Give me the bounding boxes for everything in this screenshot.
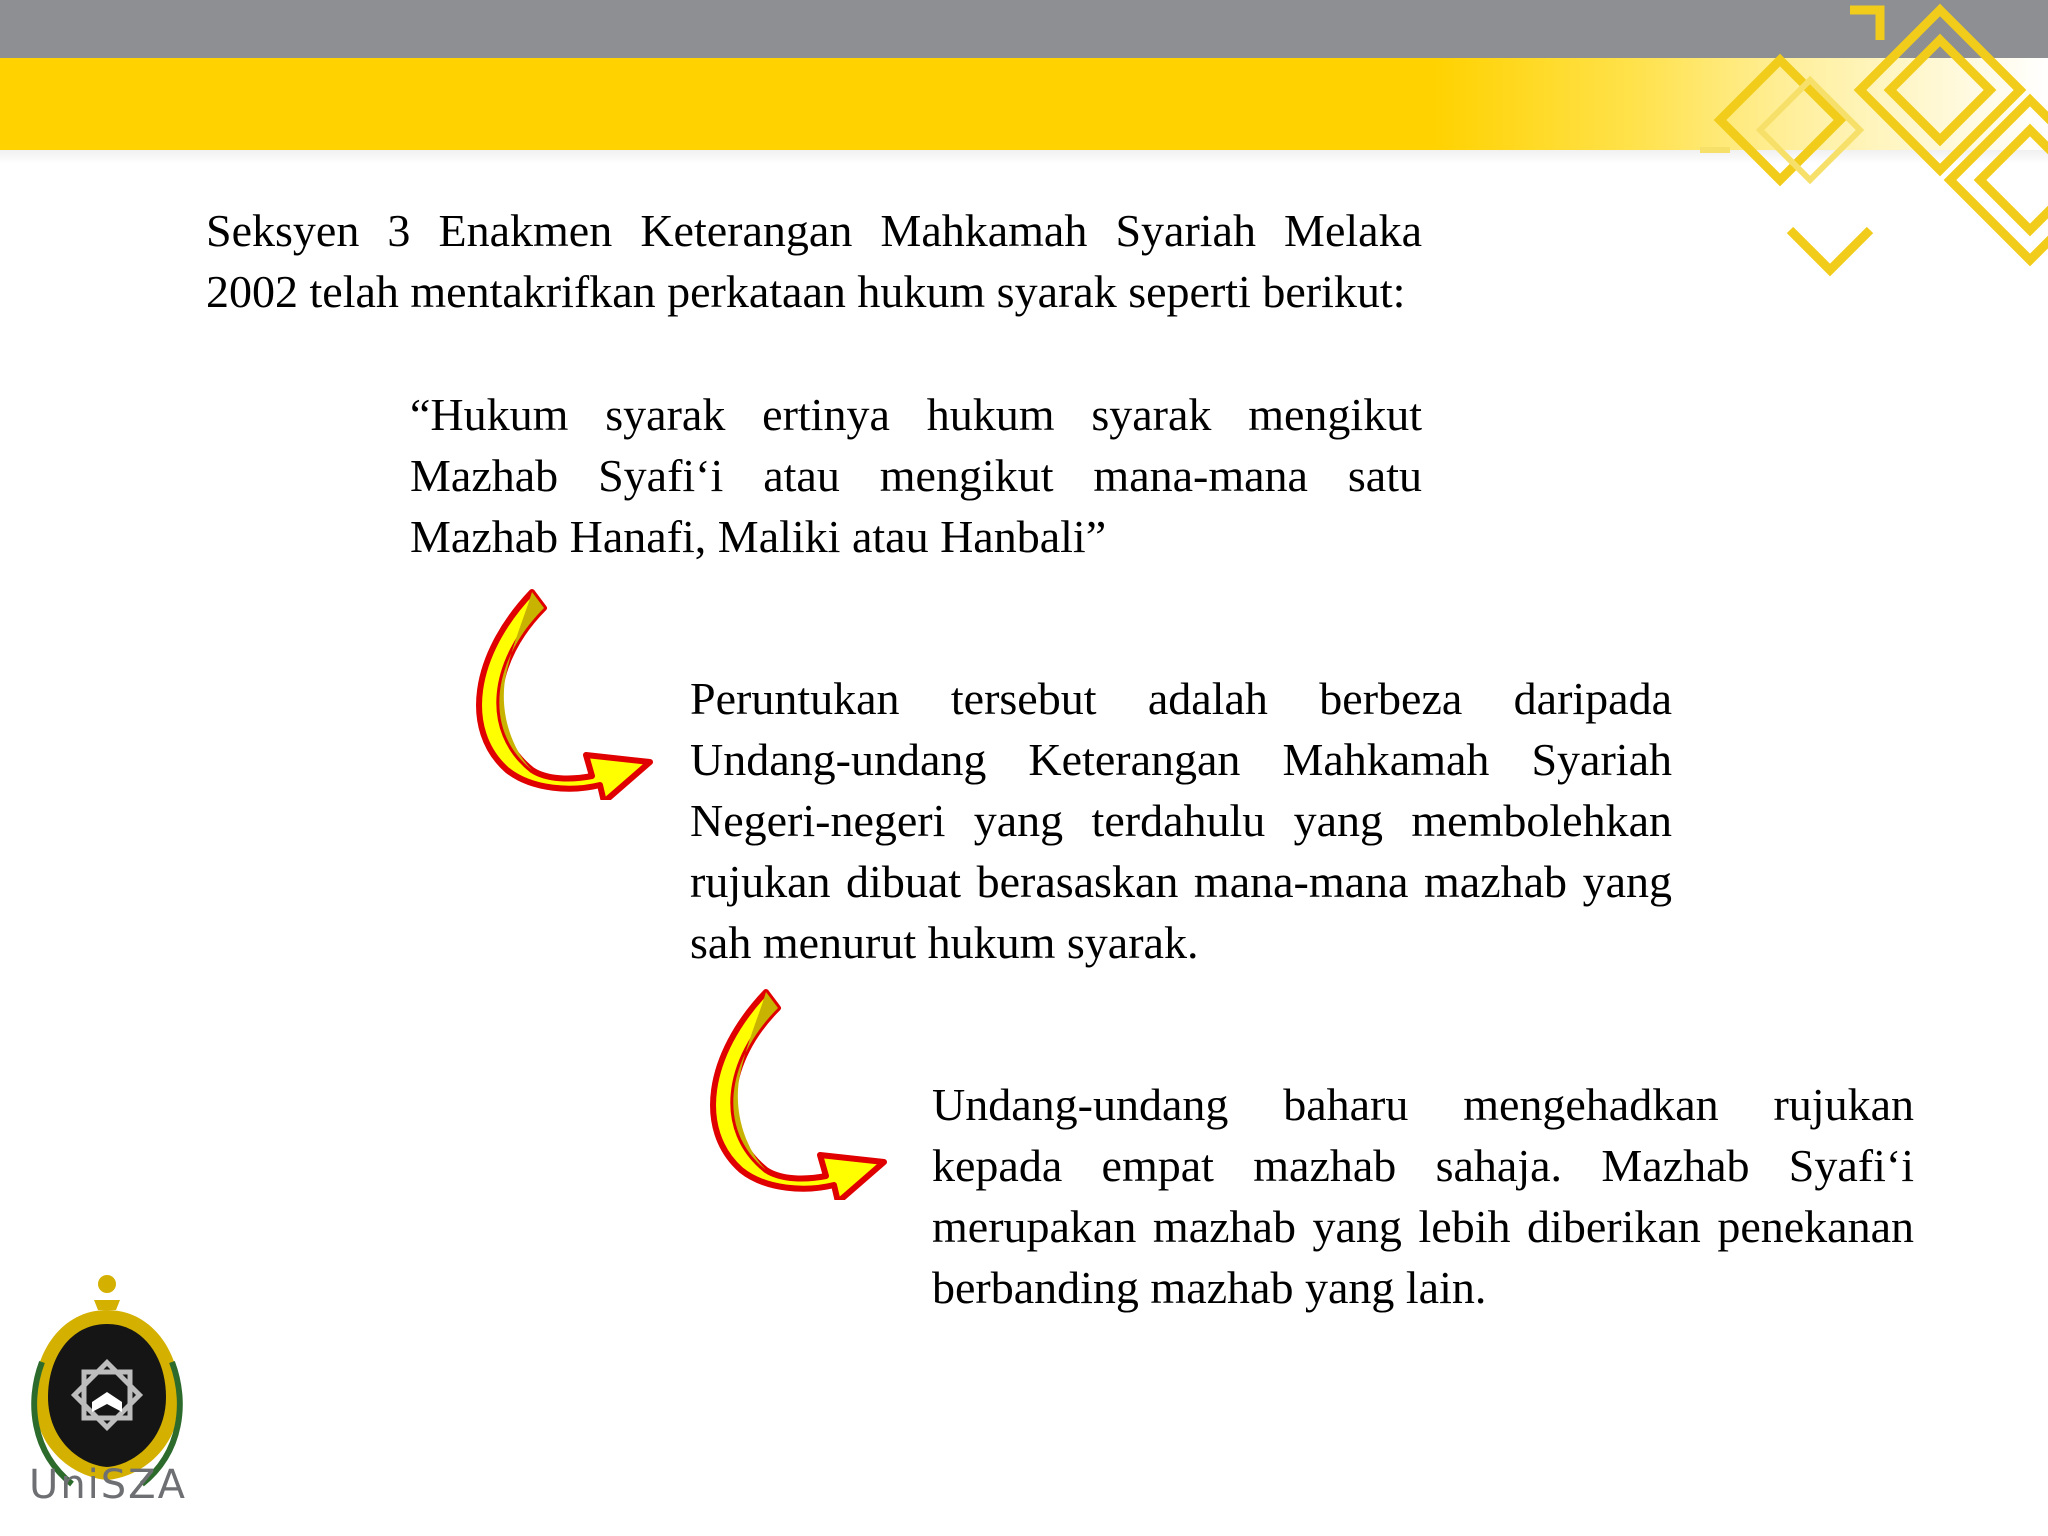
- comparison-paragraph: Peruntukan tersebut adalah berbeza daripada Undang-undang Keterangan Mahkamah Syariah Negeri-negeri yang terdahulu yang membolehkan rujukan dibuat berasaskan mana-mana mazhab yang sah menurut hukum syarak.: [690, 673, 1672, 968]
- definition-intro-paragraph: Seksyen 3 Enakmen Keterangan Mahkamah Syariah Melaka 2002 telah mentakrifkan perkataan hukum syarak seperti berikut:: [206, 205, 1422, 317]
- curved-arrow-icon: [462, 580, 662, 800]
- geometric-ornament-icon: [1690, 0, 2048, 320]
- conclusion-paragraph: Undang-undang baharu mengehadkan rujukan kepada empat mazhab sahaja. Mazhab Syafi‘i merupakan mazhab yang lebih diberikan penekanan berbanding mazhab yang lain.: [932, 1079, 1914, 1313]
- definition-quote: “Hukum syarak ertinya hukum syarak mengikut Mazhab Syafi‘i atau mengikut mana-mana satu Mazhab Hanafi, Maliki atau Hanbali”: [410, 389, 1422, 562]
- curved-arrow-icon: [696, 980, 896, 1200]
- logo-wordmark: UniSZA: [29, 1462, 187, 1508]
